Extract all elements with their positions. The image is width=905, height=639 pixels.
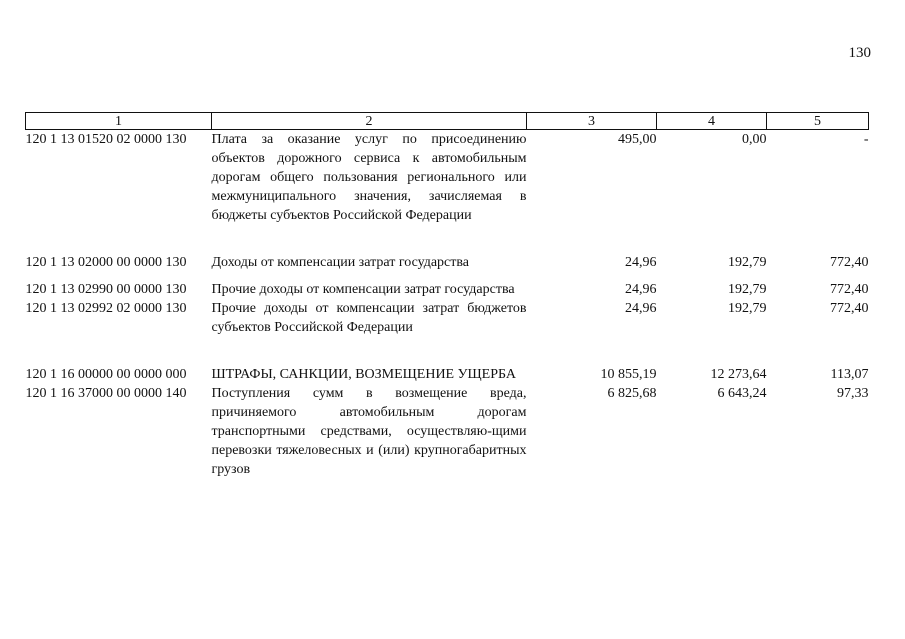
row-col5: 113,07 [830,367,869,382]
row-code: 120 1 13 02992 02 0000 130 [25,301,187,316]
row-col5: - [863,132,869,147]
table-header [26,113,869,130]
row-col3: 10 855,19 [600,367,657,382]
row-col4: 6 643,24 [717,386,767,401]
page-number: 130 [848,45,871,61]
header-col-5: 5 [767,113,869,130]
row-col3: 24,96 [625,255,657,270]
row-col4: 0,00 [742,132,767,147]
table-row [26,225,869,272]
row-col3: 24,96 [625,301,657,316]
table-row [26,272,869,299]
table-row [26,384,869,479]
table-body [26,130,869,480]
row-col3: 6 825,68 [607,386,657,401]
row-code: 120 1 13 01520 02 0000 130 [25,132,187,147]
row-code: 120 1 16 37000 00 0000 140 [25,386,187,401]
header-col-2: 2 [212,113,527,130]
row-col3: 24,96 [625,282,657,297]
table-row [26,337,869,384]
row-name: Плата за оказание услуг по присоединению объектов дорожного сервиса к автомобильным дорогам общего пользования регионального или межмуниципального значения, зачисляемая в бюджеты субъектов Российской Федерации [211,132,527,223]
row-name: Прочие доходы от компенсации затрат государства [211,282,515,297]
header-row [26,113,869,130]
row-code: 120 1 13 02990 00 0000 130 [25,282,187,297]
table-row [26,299,869,337]
row-name: Прочие доходы от компенсации затрат бюджетов субъектов Российской Федерации [211,301,527,335]
row-name: ШТРАФЫ, САНКЦИИ, ВОЗМЕЩЕНИЕ УЩЕРБА [211,367,516,382]
header-col-1: 1 [26,113,212,130]
table-row [26,130,869,226]
row-col4: 192,79 [728,282,767,297]
row-col3: 495,00 [618,132,657,147]
row-col4: 12 273,64 [710,367,767,382]
row-col5: 772,40 [830,282,869,297]
row-code: 120 1 16 00000 00 0000 000 [25,367,187,382]
row-col5: 97,33 [837,386,869,401]
row-col4: 192,79 [728,255,767,270]
budget-table [25,112,869,479]
row-name: Доходы от компенсации затрат государства [211,255,470,270]
row-col5: 772,40 [830,255,869,270]
row-col4: 192,79 [728,301,767,316]
header-col-4: 4 [657,113,767,130]
row-name: Поступления сумм в возмещение вреда, причиняемого автомобильным дорогам транспортными средствами, осуществляю-щими перевозки тяжеловесных и (или) крупногабаритных грузов [211,386,527,477]
row-col5: 772,40 [830,301,869,316]
header-col-3: 3 [527,113,657,130]
row-code: 120 1 13 02000 00 0000 130 [25,255,187,270]
